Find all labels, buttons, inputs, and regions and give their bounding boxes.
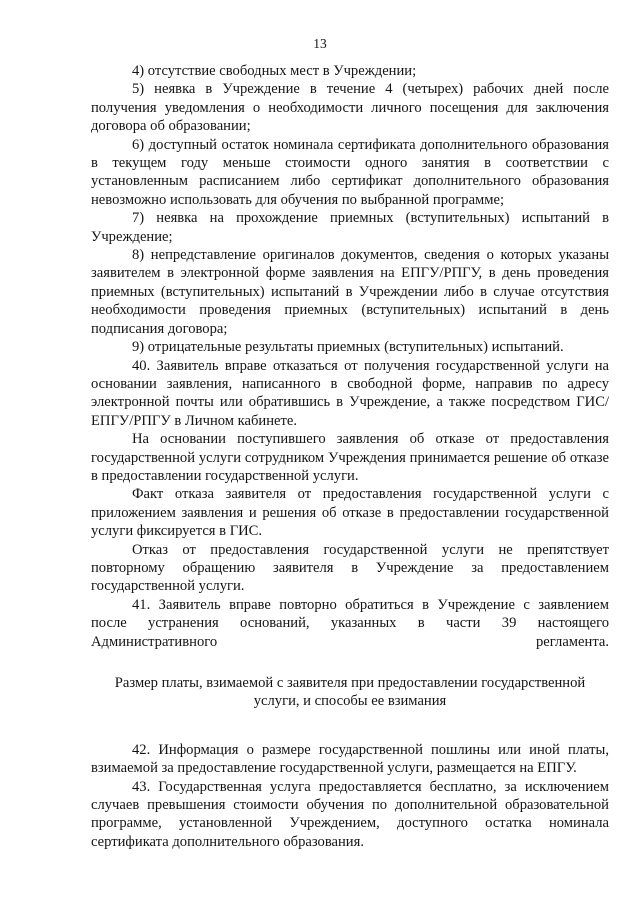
clause-41: 41. Заявитель вправе повторно обратиться в Учреждение с заявлением после устранения оснований, указанных в части 39 настоящего Административного регламента. <box>91 596 609 650</box>
list-item-8: 8) непредставление оригиналов документов, сведения о которых указаны заявителем в электронной форме заявления на ЕПГУ/РПГУ, в день проведения приемных (вступительных) испытаний в Учреждении либо в случае отсутствия необходимости проведения приемных (вступительных) испытаний в день подписания договора; <box>91 247 609 337</box>
list-item-7: 7) неявка на прохождение приемных (вступительных) испытаний в Учреждение; <box>91 210 609 245</box>
document-body <box>91 62 609 851</box>
list-item-9: 9) отрицательные результаты приемных (вступительных) испытаний. <box>132 339 564 356</box>
list-item-6: 6) доступный остаток номинала сертификата дополнительного образования в текущем году меньше стоимости одного занятия в соответствии с установленным расписанием либо сертификат дополнительного образования невозможно использовать для обучения по выбранной программе; <box>91 136 609 208</box>
clause-43: 43. Государственная услуга предоставляется бесплатно, за исключением случаев превышения стоимости обучения по дополнительной образовательной программе, установленной Учреждением, доступного остатка номинала сертификата дополнительного образования. <box>91 778 609 850</box>
section-heading: Размер платы, взимаемой с заявителя при предоставлении государственной услуги, и способы ее взимания <box>114 675 586 710</box>
page-number: 13 <box>313 36 327 51</box>
clause-42: 42. Информация о размере государственной пошлины или иной платы, взимаемой за предоставление государственной услуги, размещается на ЕПГУ. <box>91 741 609 777</box>
list-item-5: 5) неявка в Учреждение в течение 4 (четырех) рабочих дней после получения уведомления о необходимости личного посещения для заключения договора об образовании; <box>91 81 609 135</box>
clause-40-decision: На основании поступившего заявления об отказе от предоставления государственной услуги сотрудником Учреждения принимается решение об отказе в предоставлении государственной услуги. <box>91 431 609 484</box>
clause-40-record: Факт отказа заявителя от предоставления государственной услуги с приложением заявления и решения об отказе в предоставлении государственной услуги фиксируется в ГИС. <box>91 486 609 540</box>
clause-40-repeat: Отказ от предоставления государственной услуги не препятствует повторному обращению заявителя в Учреждение за предоставлением государственной услуги. <box>91 541 609 595</box>
list-item-4: 4) отсутствие свободных мест в Учреждении; <box>132 63 417 79</box>
clause-40: 40. Заявитель вправе отказаться от получения государственной услуги на основании заявления, написанного в свободной форме, направив по адресу электронной почты или обратившись в Учреждение, а также посредством ГИС/ЕПГУ/РПГУ в Личном кабинете. <box>91 357 609 429</box>
